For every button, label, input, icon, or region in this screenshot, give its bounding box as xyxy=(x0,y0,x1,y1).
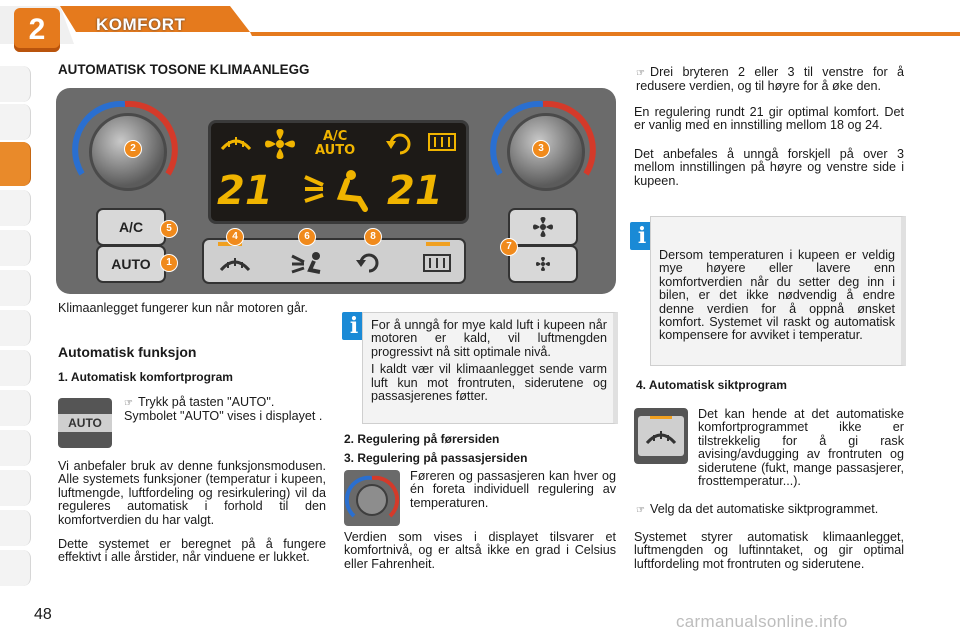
finger-pointer-icon: ☞ xyxy=(636,505,645,516)
side-tab-10[interactable] xyxy=(0,430,31,466)
finger-pointer-icon: ☞ xyxy=(124,398,133,409)
item4-text: Det kan hende at det automatiske komfortprogrammet ikke er tilstrekkelig for å gi rask avising/avdugging av frontruten og siderutene (fukt, mange passasjerer, frosttemperatur...). xyxy=(698,407,904,489)
item1-title: 1. Automatisk komfortprogram xyxy=(58,370,233,384)
chapter-number: 2 xyxy=(14,8,60,52)
rear-defrost-button-icon[interactable] xyxy=(420,252,454,274)
right-para-2: Det anbefales å unngå forskjell på over 3 mellom innstillingen på høyre og venstre side i kupeen. xyxy=(634,147,904,188)
callout-6: 6 xyxy=(298,228,316,246)
climate-panel-image xyxy=(56,88,616,294)
air-distribution-icon xyxy=(299,167,379,213)
recirculation-button-icon[interactable] xyxy=(354,248,384,278)
info-box-1-p2: I kaldt vær vil klimaanlegget sende varm luft kun mot frontruten, siderutene og passasjerenes føtter. xyxy=(371,362,607,404)
fan-increase-button[interactable] xyxy=(508,208,578,246)
info-icon-2: i xyxy=(630,222,654,250)
thumbnail-led xyxy=(650,416,672,419)
item4-title: 4. Automatisk siktprogram xyxy=(636,378,787,392)
callout-7: 7 xyxy=(500,238,518,256)
finger-pointer-icon: ☞ xyxy=(636,68,645,79)
display-value-para: Verdien som vises i displayet tilsvarer et komfortnivå, og er altså ikke en grad i Celsius eller Fahrenheit. xyxy=(344,530,616,571)
side-tab-12[interactable] xyxy=(0,510,31,546)
side-tab-4[interactable] xyxy=(0,190,31,226)
temperature-knob-icon xyxy=(344,470,400,526)
item1-bullet xyxy=(124,396,328,424)
thumbnail-auto-label: AUTO xyxy=(58,414,112,432)
fan-decrease-button[interactable] xyxy=(508,245,578,283)
right-para-3: Systemet styrer automatisk klimaanlegget, luftmengden og luftinntaket, og gir optimal luftfordeling mot frontruten og siderutene. xyxy=(634,530,904,571)
info-icon: i xyxy=(342,312,366,340)
auto-button[interactable]: AUTO xyxy=(96,245,166,283)
side-tab-9[interactable] xyxy=(0,390,31,426)
main-title: AUTOMATISK TOSONE KLIMAANLEGG xyxy=(58,62,310,77)
callout-3: 3 xyxy=(532,140,550,158)
side-tab-6[interactable] xyxy=(0,270,31,306)
info-box-cold-air xyxy=(362,312,618,424)
rear-defrost-icon xyxy=(425,131,459,153)
side-tab-2[interactable] xyxy=(0,104,31,140)
info-box-2-text: Dersom temperaturen i kupeen er veldig mye høyere eller lavere enn komfortverdien når du setter deg inn i bilen, er det ikke nødvendig å endre denne verdien for å oppnå ønsket komfort. Systemet vil raskt og automatisk kompensere for avviket i temperatur. xyxy=(659,248,895,343)
rear-defrost-led xyxy=(426,242,450,246)
side-tab-8[interactable] xyxy=(0,350,31,386)
page-number: 48 xyxy=(34,606,52,623)
right-bullet-1 xyxy=(636,66,904,94)
thumbnail-button-face xyxy=(638,416,684,456)
lcd-ac-label: A/C xyxy=(323,129,348,144)
windscreen-defrost-icon xyxy=(644,425,678,447)
front-defrost-button-icon[interactable] xyxy=(218,252,252,274)
defrost-icon xyxy=(219,131,253,153)
callout-8: 8 xyxy=(364,228,382,246)
right-bullet-2 xyxy=(636,503,904,517)
callout-5: 5 xyxy=(160,220,178,238)
auto-para-1: Vi anbefaler bruk av denne funksjonsmodusen. Alle systemets funksjoner (temperatur i kupeen, luftmengde, luftfordeling og resirkulering) vil da reguleres automatisk i forhold til den komfortverdien du har valgt. xyxy=(58,459,326,527)
auto-para-2: Dette systemet er beregnet på å fungere effektivt i alle årstider, når vinduene er lukket. xyxy=(58,537,326,565)
lcd-temp-right: 21 xyxy=(387,168,443,214)
info-box-1-p1: For å unngå for mye kald luft i kupeen når motoren er kald, vil luftmengden progressivt nå sitt optimale nivå. xyxy=(371,318,607,359)
callout-1: 1 xyxy=(160,254,178,272)
side-tab-7[interactable] xyxy=(0,310,31,346)
side-tab-1[interactable] xyxy=(0,66,31,102)
auto-section-title: Automatisk funksjon xyxy=(58,344,197,360)
item1-bullet-text: Trykk på tasten "AUTO". Symbolet "AUTO" vises i displayet . xyxy=(124,395,323,424)
side-tab-active[interactable] xyxy=(0,142,31,186)
knob-text: Føreren og passasjeren kan hver og én foreta individuell regulering av temperaturen. xyxy=(410,469,616,510)
callout-2: 2 xyxy=(124,140,142,158)
info-box-temperature xyxy=(650,216,906,366)
intro-text: Klimaanlegget fungerer kun når motoren går. xyxy=(58,301,308,315)
watermark: carmanualsonline.info xyxy=(676,612,848,631)
lcd-auto-label: AUTO xyxy=(315,143,356,158)
side-tab-11[interactable] xyxy=(0,470,31,506)
visibility-button-thumbnail xyxy=(634,408,688,464)
right-bullet-2-text: Velg da det automatiske siktprogrammet. xyxy=(650,502,879,516)
callout-4: 4 xyxy=(226,228,244,246)
lcd-display xyxy=(208,120,469,224)
lcd-temp-left: 21 xyxy=(217,168,273,214)
item2-title: 2. Regulering på førersiden xyxy=(344,432,500,446)
recirculation-icon xyxy=(383,127,417,161)
side-tab-5[interactable] xyxy=(0,230,31,266)
auto-button-thumbnail xyxy=(58,398,112,448)
function-button-row xyxy=(202,238,466,284)
side-tab-13[interactable] xyxy=(0,550,31,586)
right-para-1: En regulering rundt 21 gir optimal komfort. Det er vanlig med en innstilling mellom 18 og 24. xyxy=(634,105,904,133)
fan-large-icon xyxy=(532,216,554,238)
fan-small-icon xyxy=(535,256,551,272)
knob-thumbnail xyxy=(344,470,400,526)
fan-icon xyxy=(263,127,297,161)
ac-button[interactable]: A/C xyxy=(96,208,166,246)
right-bullet-1-text: Drei bryteren 2 eller 3 til venstre for å redusere verdien, og til høyre for å øke den. xyxy=(636,65,904,94)
item3-title: 3. Regulering på passasjersiden xyxy=(344,451,528,465)
air-distribution-button-icon[interactable] xyxy=(288,250,328,276)
chapter-title: KOMFORT xyxy=(96,15,186,34)
